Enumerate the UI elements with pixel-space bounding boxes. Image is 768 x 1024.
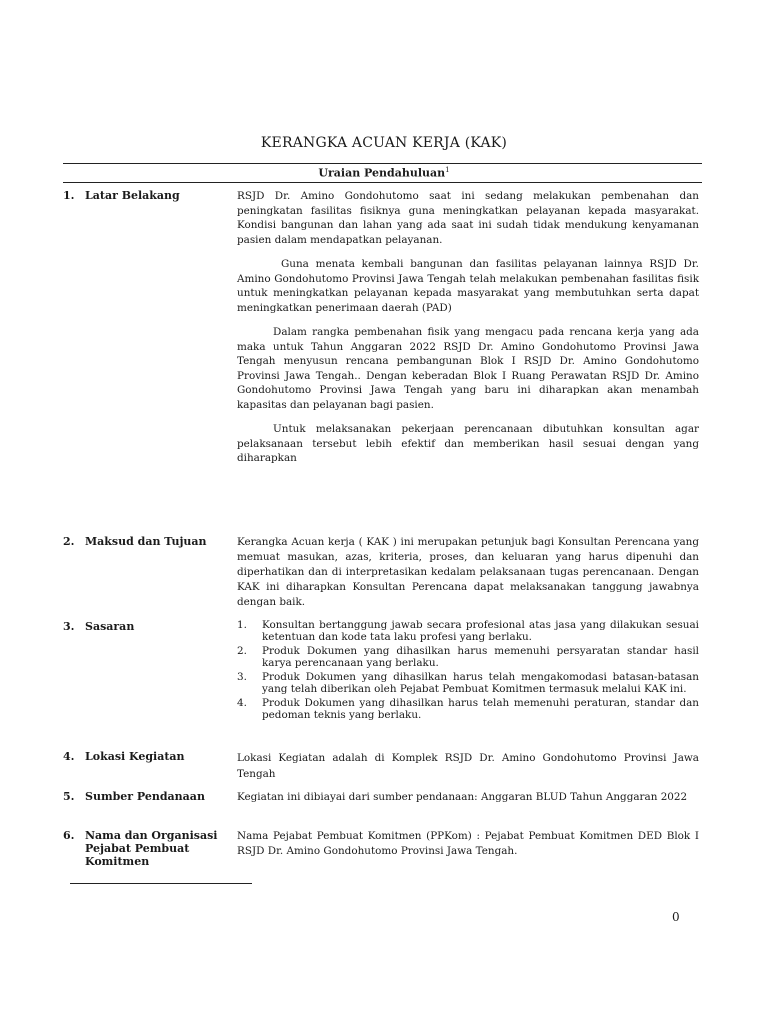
list-item — [237, 672, 699, 695]
section-body — [237, 750, 699, 792]
list-item-number: 3. — [237, 671, 247, 683]
list-item-text: Produk Dokumen yang dihasilkan harus telah memenuhi peraturan, standar dan pedoman teknis yang berlaku. — [262, 697, 699, 721]
section-number: 1. — [63, 189, 75, 202]
paragraph: Guna menata kembali bangunan dan fasilitas pelayanan lainnya RSJD Dr. Amino Gondohutomo Provinsi Jawa Tengah telah melakukan pembenahan fasilitas fisik untuk meningkatkan pelayanan kepada masyarakat yang membutuhkan serta dapat meningkatkan penerimaan daerah (PAD) — [237, 258, 699, 314]
section-label: Sasaran — [85, 620, 135, 633]
section-label: Nama dan Organisasi Pejabat Pembuat Komitmen — [85, 829, 218, 868]
paragraph: Untuk melaksanakan pekerjaan perencanaan dibutuhkan konsultan agar pelaksanaan tersebut lebih efektif dan memberikan hasil sesuai dengan yang diharapkan — [237, 423, 699, 464]
list-item — [237, 620, 699, 643]
section-label: Latar Belakang — [85, 189, 180, 202]
subtitle-text: Uraian Pendahuluan — [318, 166, 446, 180]
section-body — [237, 189, 699, 476]
section-label: Sumber Pendanaan — [85, 790, 205, 803]
list-item-number: 1. — [237, 619, 247, 631]
footnote-divider — [70, 883, 252, 884]
section-subtitle — [0, 166, 768, 180]
section-body — [237, 535, 699, 620]
section-number: 2. — [63, 535, 75, 548]
section-label: Lokasi Kegiatan — [85, 750, 185, 763]
section-number: 6. — [63, 829, 75, 842]
section-body — [237, 790, 699, 815]
paragraph: RSJD Dr. Amino Gondohutomo saat ini sedang melakukan pembenahan dan peningkatan fasilitas fisiknya guna meningkatkan pelayanan kepada masyarakat. Kondisi bangunan dan lahan yang ada saat ini sudah tidak mendukung kenyamanan pasien dalam mendapatkan pelayanan. — [237, 190, 699, 246]
section-body — [237, 829, 699, 869]
target-list — [237, 620, 699, 721]
list-item-text: Konsultan bertanggung jawab secara profesional atas jasa yang dilakukan sesuai ketentuan dan kode tata laku profesi yang berlaku. — [262, 619, 699, 643]
footnote-mark: 1 — [445, 166, 450, 174]
list-item — [237, 646, 699, 669]
list-item — [237, 698, 699, 721]
title-divider — [63, 163, 702, 164]
paragraph: Dalam rangka pembenahan fisik yang mengacu pada rencana kerja yang ada maka untuk Tahun Anggaran 2022 RSJD Dr. Amino Gondohutomo Provinsi Jawa Tengah menyusun rencana pembangunan Blok I RSJD Dr. Amino Gondohutomo Provinsi Jawa Tengah.. Dengan keberadan Blok I Ruang Perawatan RSJD Dr. Amino Gondohutomo Provinsi Jawa Tengah yang baru ini diharapkan akan menambah kapasitas dan pelayanan bagi pasien. — [237, 326, 699, 411]
list-item-number: 4. — [237, 697, 247, 709]
paragraph: Nama Pejabat Pembuat Komitmen (PPKom) : Pejabat Pembuat Komitmen DED Blok I RSJD Dr. Amino Gondohutomo Provinsi Jawa Tengah. — [237, 830, 699, 857]
section-label: Maksud dan Tujuan — [85, 535, 207, 548]
section-number: 4. — [63, 750, 75, 763]
paragraph: Kegiatan ini dibiayai dari sumber pendanaan: Anggaran BLUD Tahun Anggaran 2022 — [237, 791, 688, 803]
section-number: 3. — [63, 620, 75, 633]
document-title: KERANGKA ACUAN KERJA (KAK) — [260, 135, 508, 151]
page-number: 0 — [672, 910, 680, 924]
list-item-number: 2. — [237, 645, 247, 657]
paragraph: Kerangka Acuan kerja ( KAK ) ini merupakan petunjuk bagi Konsultan Perencana yang memuat masukan, azas, kriteria, proses, dan keluaran yang harus dipenuhi dan diperhatikan dan di interpretasikan kedalam pelaksanaan tugas perencanaan. Dengan KAK ini diharapkan Konsultan Perencana dapat melaksanakan tanggung jawabnya dengan baik. — [237, 536, 699, 608]
subtitle-divider — [63, 182, 702, 183]
paragraph: Lokasi Kegiatan adalah di Komplek RSJD Dr. Amino Gondohutomo Provinsi Jawa Tengah — [237, 752, 699, 780]
list-item-text: Produk Dokumen yang dihasilkan harus telah mengakomodasi batasan-batasan yang telah diberikan oleh Pejabat Pembuat Komitmen termasuk melalui KAK ini. — [262, 671, 699, 695]
section-number: 5. — [63, 790, 75, 803]
list-item-text: Produk Dokumen yang dihasilkan harus memenuhi persyaratan standar hasil karya perencanaan yang berlaku. — [262, 645, 699, 669]
section-body — [237, 620, 699, 724]
